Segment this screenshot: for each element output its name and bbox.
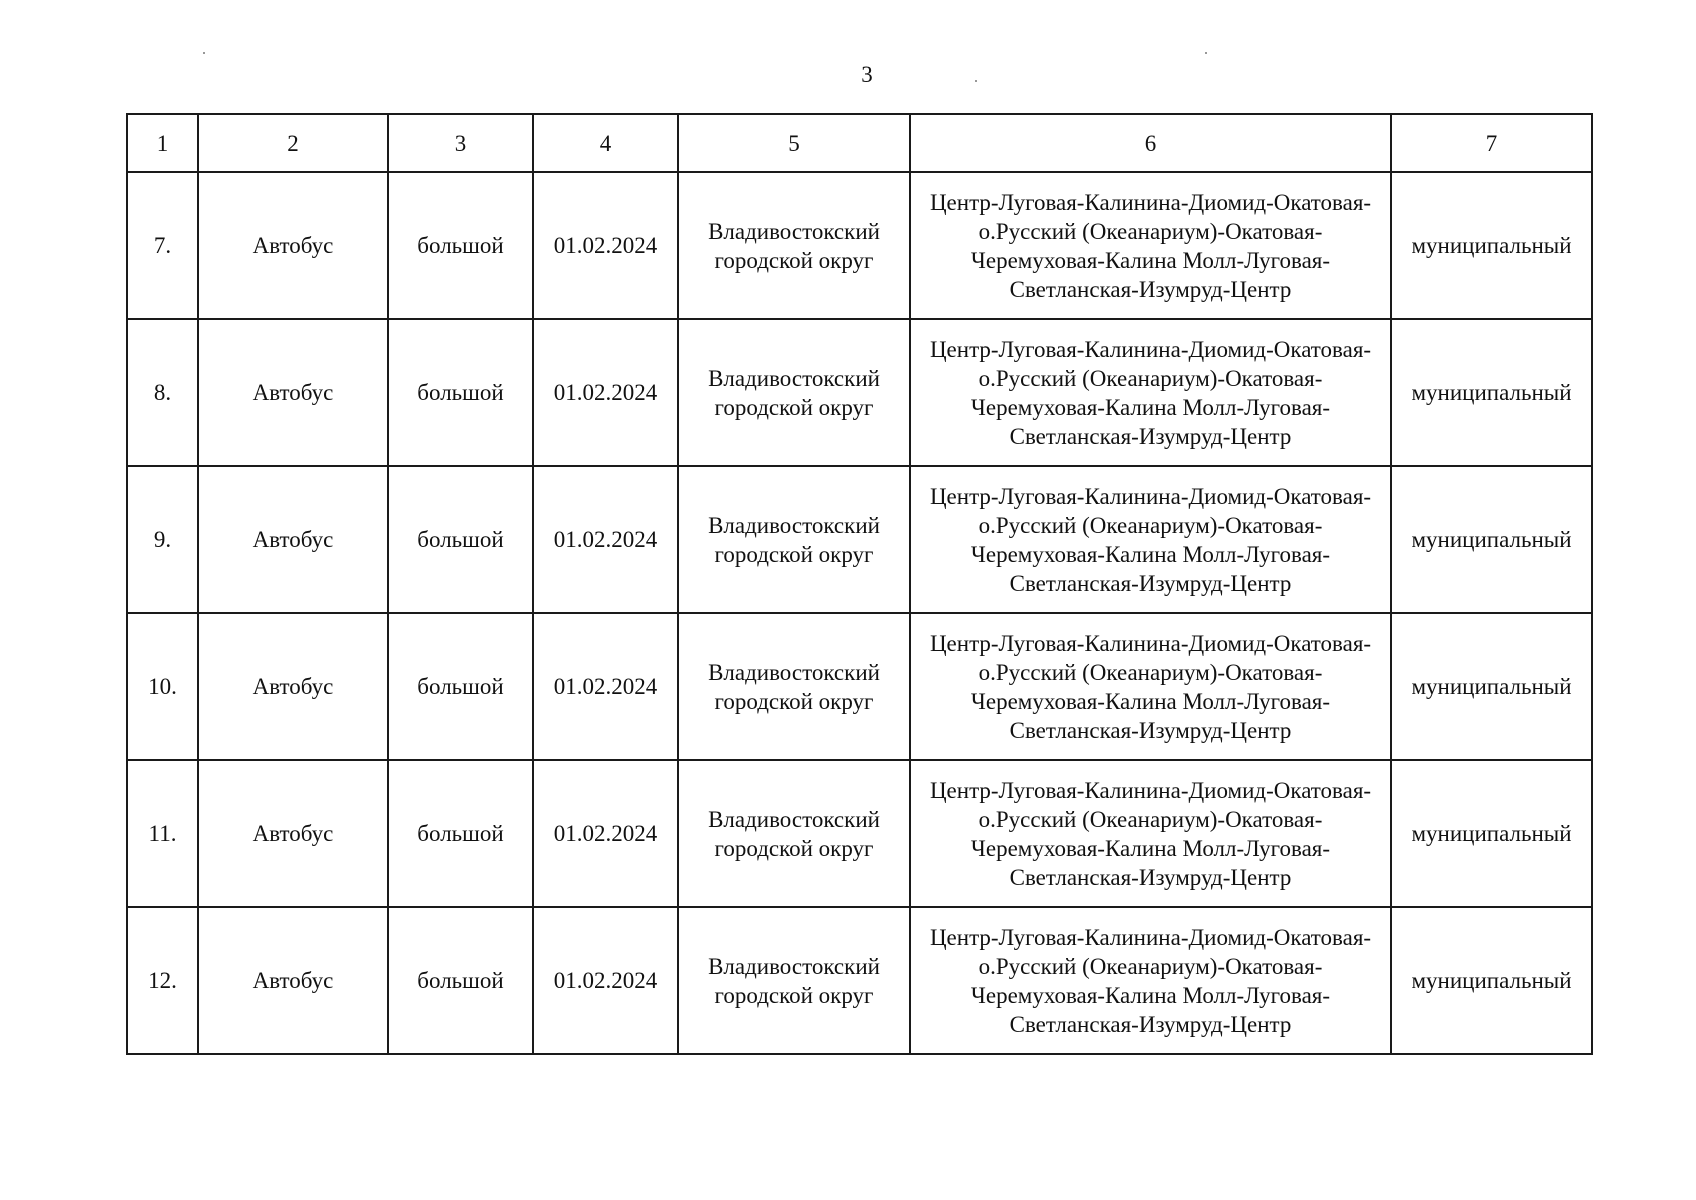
table-row [127, 613, 1592, 760]
vehicle-class-cell: большой [388, 172, 533, 319]
date-cell: 01.02.2024 [533, 172, 678, 319]
vehicle-type-cell: Автобус [198, 760, 388, 907]
route-cell: Центр-Луговая-Калинина-Диомид-Окатовая- о.Русский (Океанариум)-Окатовая- Черемуховая-Калина Молл-Луговая- Светланская-Изумруд-Центр [910, 466, 1391, 613]
ownership-cell: муниципальный [1391, 613, 1592, 760]
header-cell: 5 [678, 114, 910, 172]
date-cell: 01.02.2024 [533, 760, 678, 907]
header-cell: 1 [127, 114, 198, 172]
table-row [127, 466, 1592, 613]
row-number-cell: 10. [127, 613, 198, 760]
date-cell: 01.02.2024 [533, 907, 678, 1054]
vehicle-type-cell: Автобус [198, 172, 388, 319]
route-cell: Центр-Луговая-Калинина-Диомид-Окатовая- о.Русский (Океанариум)-Окатовая- Черемуховая-Калина Молл-Луговая- Светланская-Изумруд-Центр [910, 613, 1391, 760]
row-number-cell: 8. [127, 319, 198, 466]
header-cell: 3 [388, 114, 533, 172]
row-number-cell: 7. [127, 172, 198, 319]
page-number: 3 [861, 62, 873, 87]
vehicle-class-cell: большой [388, 319, 533, 466]
ownership-cell: муниципальный [1391, 466, 1592, 613]
table-row [127, 907, 1592, 1054]
table-row [127, 760, 1592, 907]
district-cell: Владивостокский городской округ [678, 466, 910, 613]
vehicle-class-cell: большой [388, 907, 533, 1054]
ownership-cell: муниципальный [1391, 907, 1592, 1054]
header-cell: 2 [198, 114, 388, 172]
vehicle-class-cell: большой [388, 613, 533, 760]
vehicle-type-cell: Автобус [198, 466, 388, 613]
district-cell: Владивостокский городской округ [678, 760, 910, 907]
date-cell: 01.02.2024 [533, 613, 678, 760]
date-cell: 01.02.2024 [533, 319, 678, 466]
route-cell: Центр-Луговая-Калинина-Диомид-Окатовая- о.Русский (Океанариум)-Окатовая- Черемуховая-Калина Молл-Луговая- Светланская-Изумруд-Центр [910, 907, 1391, 1054]
vehicle-type-cell: Автобус [198, 907, 388, 1054]
vehicle-class-cell: большой [388, 760, 533, 907]
district-cell: Владивостокский городской округ [678, 613, 910, 760]
route-cell: Центр-Луговая-Калинина-Диомид-Окатовая- о.Русский (Океанариум)-Окатовая- Черемуховая-Калина Молл-Луговая- Светланская-Изумруд-Центр [910, 319, 1391, 466]
date-cell: 01.02.2024 [533, 466, 678, 613]
table-row [127, 172, 1592, 319]
header-cell: 7 [1391, 114, 1592, 172]
route-cell: Центр-Луговая-Калинина-Диомид-Окатовая- о.Русский (Океанариум)-Окатовая- Черемуховая-Калина Молл-Луговая- Светланская-Изумруд-Центр [910, 760, 1391, 907]
table-body [127, 114, 1592, 1054]
row-number-cell: 12. [127, 907, 198, 1054]
ownership-cell: муниципальный [1391, 319, 1592, 466]
ownership-cell: муниципальный [1391, 172, 1592, 319]
vehicle-class-cell: большой [388, 466, 533, 613]
header-cell: 4 [533, 114, 678, 172]
table-header-row [127, 114, 1592, 172]
ownership-cell: муниципальный [1391, 760, 1592, 907]
row-number-cell: 11. [127, 760, 198, 907]
district-cell: Владивостокский городской округ [678, 172, 910, 319]
route-registry-table [126, 113, 1593, 1055]
vehicle-type-cell: Автобус [198, 319, 388, 466]
table-row [127, 319, 1592, 466]
header-cell: 6 [910, 114, 1391, 172]
district-cell: Владивостокский городской округ [678, 319, 910, 466]
district-cell: Владивостокский городской округ [678, 907, 910, 1054]
route-cell: Центр-Луговая-Калинина-Диомид-Окатовая- о.Русский (Океанариум)-Окатовая- Черемуховая-Калина Молл-Луговая- Светланская-Изумруд-Центр [910, 172, 1391, 319]
scan-speck [1205, 52, 1207, 54]
scan-speck [203, 52, 205, 54]
vehicle-type-cell: Автобус [198, 613, 388, 760]
row-number-cell: 9. [127, 466, 198, 613]
